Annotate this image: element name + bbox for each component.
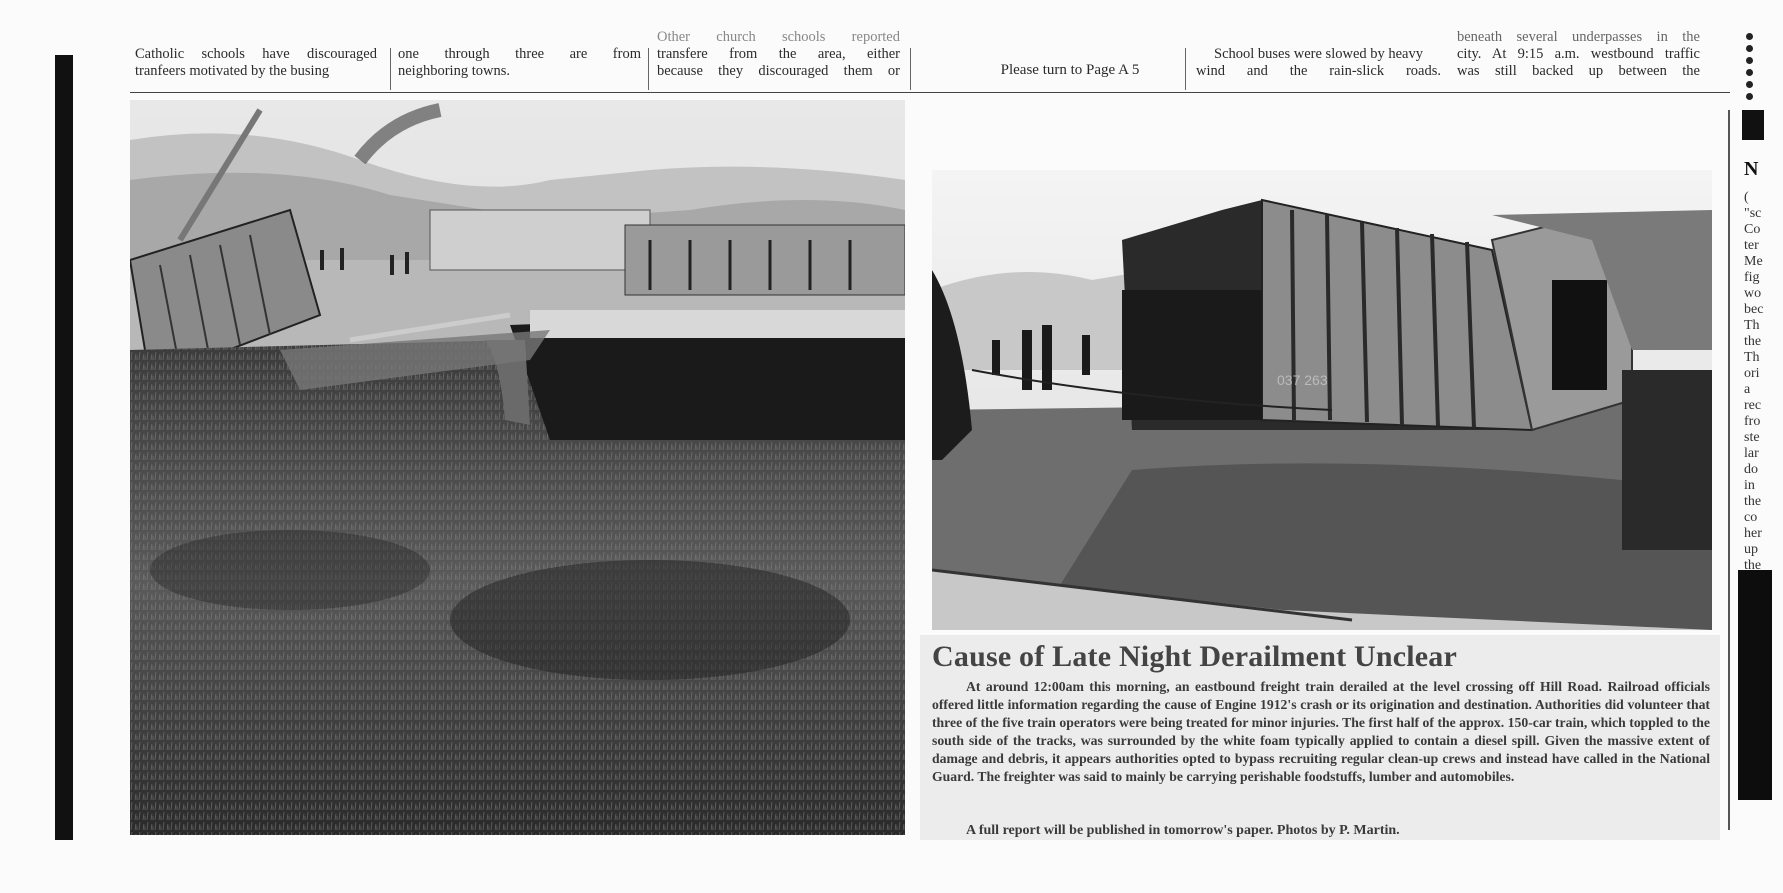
photo-credit: A full report will be published in tomorrow's paper. Photos by P. Martin.	[966, 823, 1400, 838]
side-fragment-column	[1744, 190, 1774, 574]
fragment-line: ste	[1744, 430, 1760, 445]
fragment-line: bec	[1744, 302, 1764, 317]
side-fragment-initial: N	[1744, 158, 1759, 180]
right-edge-shadow	[1738, 570, 1772, 800]
column-line: beneath several underpasses in the	[1457, 29, 1700, 45]
car-number-marking: 037 263	[1277, 372, 1328, 388]
fragment-line: Th	[1744, 318, 1760, 333]
article-headline: Cause of Late Night Derailment Unclear	[932, 640, 1457, 673]
fragment-line: the	[1744, 334, 1762, 349]
fragment-line: Me	[1744, 254, 1763, 269]
fragment-line: do	[1744, 462, 1758, 477]
column-rule	[648, 48, 649, 90]
column-line: wind and the rain-slick roads.	[1196, 63, 1441, 79]
fragment-line: ori	[1744, 366, 1760, 381]
column-line: Catholic schools have discouraged	[135, 46, 377, 62]
column-line: tranfeers motivated by the busing	[135, 63, 330, 79]
top-column-3	[657, 29, 900, 80]
fragment-line: the	[1744, 494, 1762, 509]
derailment-photo-right	[932, 170, 1712, 630]
fragment-line: "sc	[1744, 206, 1762, 221]
right-edge-block	[1742, 110, 1764, 140]
column-line: School buses were slowed by heavy	[1214, 46, 1423, 62]
fragment-line: rec	[1744, 398, 1762, 413]
column-line: was still backed up between the	[1457, 63, 1700, 79]
fragment-line: fro	[1744, 414, 1761, 429]
top-column-1	[135, 46, 377, 80]
fragment-line: Co	[1744, 222, 1761, 237]
fragment-line: (	[1744, 190, 1749, 205]
fragment-line: a	[1744, 382, 1751, 397]
fragment-line: co	[1744, 510, 1758, 525]
column-rule	[1185, 48, 1186, 90]
fragment-line: her	[1744, 526, 1762, 541]
column-rule	[910, 48, 911, 90]
right-column-rule	[1728, 110, 1730, 830]
fragment-line: wo	[1744, 286, 1762, 301]
fragment-line: Th	[1744, 350, 1760, 365]
derailment-photo-left	[130, 100, 905, 835]
top-column-6	[1457, 29, 1700, 80]
fragment-line: ter	[1744, 238, 1759, 253]
left-shadow-edge	[55, 55, 73, 840]
binder-holes	[1742, 30, 1756, 90]
column-line: because they discouraged them or	[657, 63, 900, 79]
top-column-2	[398, 46, 641, 80]
column-rule	[390, 48, 391, 90]
column-line: city. At 9:15 a.m. westbound traffic	[1457, 46, 1700, 62]
column-line: transfere from the area, either	[657, 46, 900, 62]
fragment-line: fig	[1744, 270, 1760, 285]
column-line: one through three are from	[398, 46, 641, 62]
jump-line: Please turn to Page A 5	[1000, 62, 1140, 78]
fragment-line: lar	[1744, 446, 1759, 461]
header-rule	[130, 92, 1730, 93]
column-line: Other church schools reported	[657, 29, 900, 45]
column-line: neighboring towns.	[398, 63, 510, 79]
top-column-5	[1196, 46, 1441, 80]
article-body: At around 12:00am this morning, an eastbound freight train derailed at the level crossing off Hill Road. Railroad officials offered little information regarding the cause of Engine 1912's crash or its origination and destination. Authorities did volunteer that three of the five train operators were being treated for minor injuries. The first half of the approx. 150-car train, which toppled to the south side of the tracks, was surrounded by the white foam typically applied to contain a diesel spill. Given the massive extent of damage and debris, it appears authorities opted to bypass recruiting regular clean-up crews and instead have called in the National Guard. The freighter was said to mainly be carrying perishable foodstuffs, lumber and automobiles.	[932, 679, 1710, 784]
fragment-line: in	[1744, 478, 1755, 493]
fragment-line: up	[1744, 542, 1758, 557]
fragment-line: the	[1744, 558, 1762, 573]
